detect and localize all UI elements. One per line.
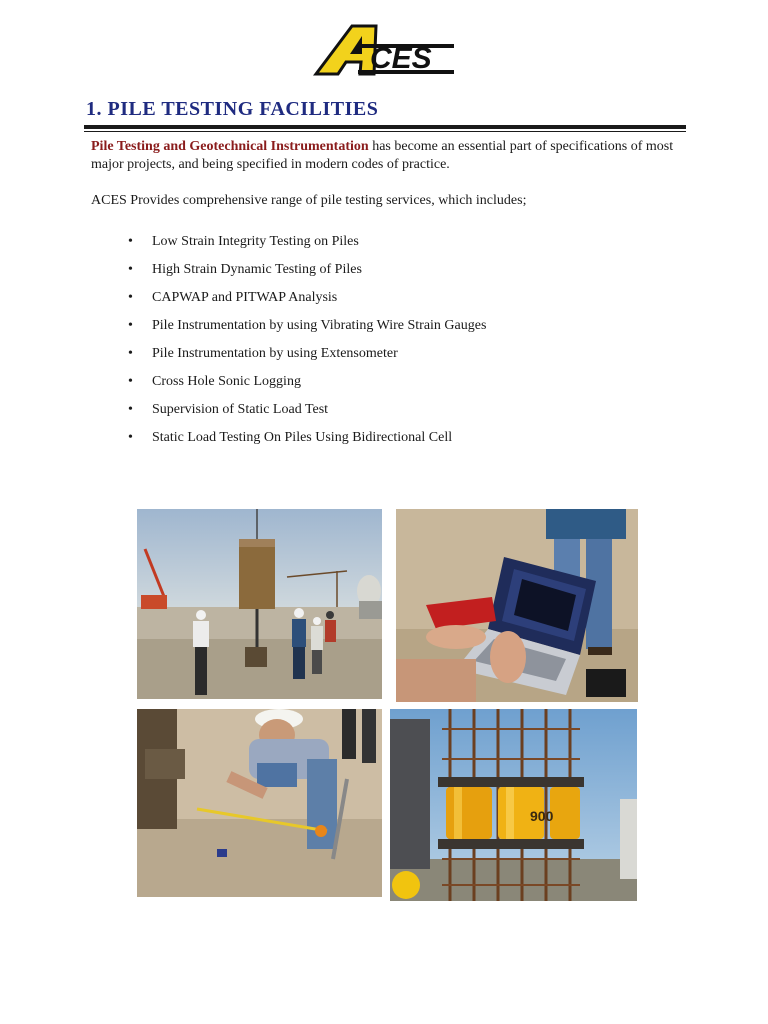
cell-label: 900 bbox=[530, 808, 554, 824]
bullet-icon: • bbox=[128, 290, 133, 305]
intro-paragraph bbox=[91, 138, 685, 174]
page-title: 1. PILE TESTING FACILITIES bbox=[86, 98, 379, 120]
heading-rule-thick bbox=[84, 125, 686, 129]
bullet-icon: • bbox=[128, 262, 133, 277]
bullet-icon: • bbox=[128, 318, 133, 333]
list-item: • Pile Instrumentation by using Extensometer bbox=[128, 344, 486, 372]
logo-letters bbox=[312, 22, 458, 78]
services-list bbox=[128, 232, 486, 456]
list-item: • Static Load Testing On Piles Using Bidirectional Cell bbox=[128, 428, 486, 456]
list-item: • High Strain Dynamic Testing of Piles bbox=[128, 260, 486, 288]
aces-logo bbox=[312, 22, 458, 78]
bullet-icon: • bbox=[128, 374, 133, 389]
heading-rule-thin bbox=[84, 131, 686, 132]
list-item: • Pile Instrumentation by using Vibrating Wire Strain Gauges bbox=[128, 316, 486, 344]
intro-rest: has become an essential part of specifications of most major projects, and being specified in modern codes of practice. bbox=[91, 139, 674, 172]
intro-highlight: Pile Testing and Geotechnical Instrumentation bbox=[91, 139, 369, 154]
list-item: • CAPWAP and PITWAP Analysis bbox=[128, 288, 486, 316]
list-item: • Cross Hole Sonic Logging bbox=[128, 372, 486, 400]
photo-bidirectional-cell bbox=[390, 709, 637, 901]
list-item: • Low Strain Integrity Testing on Piles bbox=[128, 232, 486, 260]
bullet-icon: • bbox=[128, 346, 133, 361]
photo-pile-test-site bbox=[137, 509, 382, 699]
bullet-icon: • bbox=[128, 402, 133, 417]
bullet-icon: • bbox=[128, 234, 133, 249]
svg-text:CES: CES bbox=[370, 42, 432, 75]
bullet-icon: • bbox=[128, 430, 133, 445]
photo-instrumentation-worker bbox=[137, 709, 382, 897]
photo-testing-laptop bbox=[396, 509, 638, 702]
list-item: • Supervision of Static Load Test bbox=[128, 400, 486, 428]
provides-paragraph: ACES Provides comprehensive range of pile testing services, which includes; bbox=[91, 193, 527, 208]
